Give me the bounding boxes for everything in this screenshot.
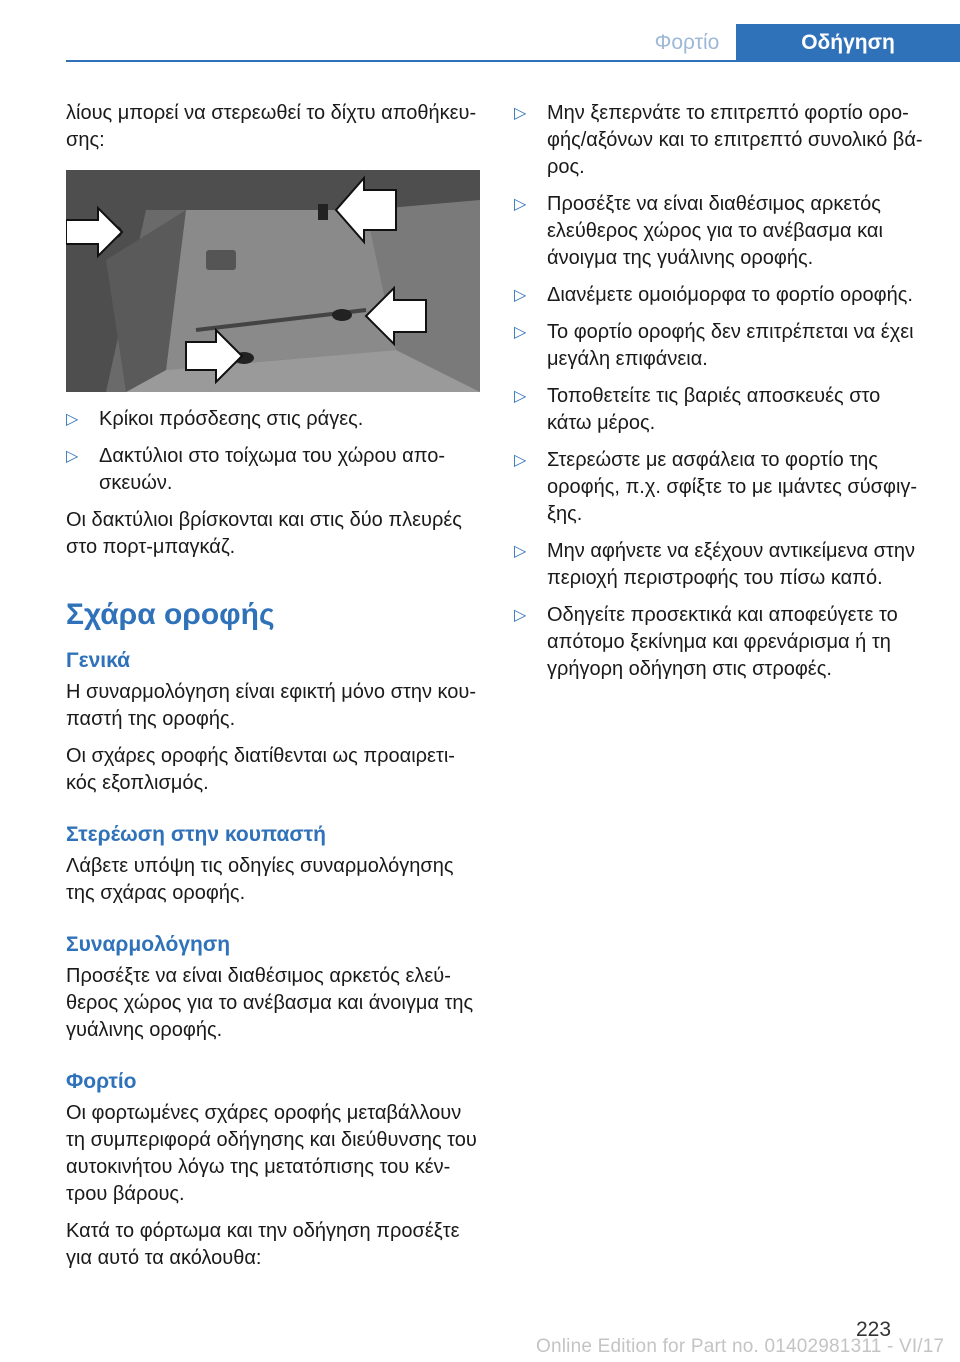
assembly-paragraph: Προσέξτε να είναι διαθέσιμος αρκετός ελεύ-θερος χώρος για το ανέβασμα και άνοιγμα της γυάλινης οροφής. (66, 965, 474, 1041)
triangle-bullet-icon: ▷ (514, 388, 527, 405)
list-item: ▷ Δακτύλιοι στο τοίχωμα του χώρου απο-σκευών. (66, 445, 446, 494)
triangle-bullet-icon: ▷ (514, 452, 527, 469)
list-item: ▷ Οδηγείτε προσεκτικά και αποφεύγετε το απότομο ξεκίνημα και φρενάρισμα ή τη γρήγορη οδήγηση στις στροφές. (514, 604, 898, 680)
trunk-photo (66, 170, 480, 392)
subsection-fixing: Στερέωση στην κουπαστή (66, 823, 326, 846)
general-paragraph-2: Οι σχάρες οροφής διατίθενται ως προαιρετι-κός εξοπλισμός. (66, 745, 455, 794)
general-paragraph-1: Η συναρμολόγηση είναι εφικτή μόνο στην κου-παστή της οροφής. (66, 681, 477, 730)
fixing-paragraph: Λάβετε υπόψη τις οδηγίες συναρμολόγησης της σχάρας οροφής. (66, 855, 454, 904)
list-item: ▷ Τοποθετείτε τις βαριές αποσκευές στο κάτω μέρος. (514, 385, 881, 434)
subsection-assembly: Συναρμολόγηση (66, 933, 231, 956)
load-paragraph-1: Οι φορτωμένες σχάρες οροφής μεταβάλλουν τη συμπεριφορά οδήγησης και διεύθυνσης του αυτοκινήτου λόγω της μετατόπισης του κέν-τρου βάρους. (66, 1102, 477, 1205)
intro-text: λίους μπορεί να στερεωθεί το δίχτυ αποθήκευ-σης: (66, 102, 477, 151)
footer-edition: Online Edition for Part no. 01402981311 - VI/17 (536, 1336, 945, 1357)
triangle-bullet-icon: ▷ (66, 448, 79, 465)
list-item: ▷ Διανέμετε ομοιόμορφα το φορτίο οροφής. (514, 282, 926, 309)
triangle-bullet-icon: ▷ (514, 543, 527, 560)
list-item: ▷ Μην ξεπερνάτε το επιτρεπτό φορτίο ορο-φής/αξόνων και το επιτρεπτό συνολικό βά-ρος. (514, 102, 923, 178)
right-column (514, 100, 926, 693)
subsection-load: Φορτίο (66, 1070, 137, 1093)
subsection-general: Γενικά (66, 649, 131, 672)
triangle-bullet-icon: ▷ (514, 287, 527, 304)
tab-chapter[interactable]: Οδήγηση (736, 24, 960, 62)
left-column (66, 100, 478, 1282)
triangle-bullet-icon: ▷ (514, 324, 527, 341)
list-item: ▷ Στερεώστε με ασφάλεια το φορτίο της οροφής, π.χ. σφίξτε το με ιμάντες σύσφιγ-ξης. (514, 449, 918, 525)
tab-section[interactable]: Φορτίο (654, 31, 720, 54)
triangle-bullet-icon: ▷ (66, 411, 79, 428)
triangle-bullet-icon: ▷ (514, 105, 527, 122)
load-paragraph-2: Κατά το φόρτωμα και την οδήγηση προσέξτε για αυτό τα ακόλουθα: (66, 1220, 460, 1269)
rings-paragraph: Οι δακτύλιοι βρίσκονται και στις δύο πλευρές στο πορτ-μπαγκάζ. (66, 509, 462, 558)
triangle-bullet-icon: ▷ (514, 607, 527, 624)
list-item: ▷ Κρίκοι πρόσδεσης στις ράγες. (66, 406, 478, 433)
triangle-bullet-icon: ▷ (514, 196, 527, 213)
section-title: Σχάρα οροφής (66, 598, 275, 631)
page-number: 223 (856, 1318, 892, 1341)
list-item: ▷ Μην αφήνετε να εξέχουν αντικείμενα στην περιοχή περιστροφής του πίσω καπό. (514, 540, 915, 589)
trunk-illustration (66, 170, 480, 392)
list-item: ▷ Προσέξτε να είναι διαθέσιμος αρκετός ελεύθερος χώρος για το ανέβασμα και άνοιγμα της γυάλινης οροφής. (514, 193, 883, 269)
list-item: ▷ Το φορτίο οροφής δεν επιτρέπεται να έχει μεγάλη επιφάνεια. (514, 321, 914, 370)
